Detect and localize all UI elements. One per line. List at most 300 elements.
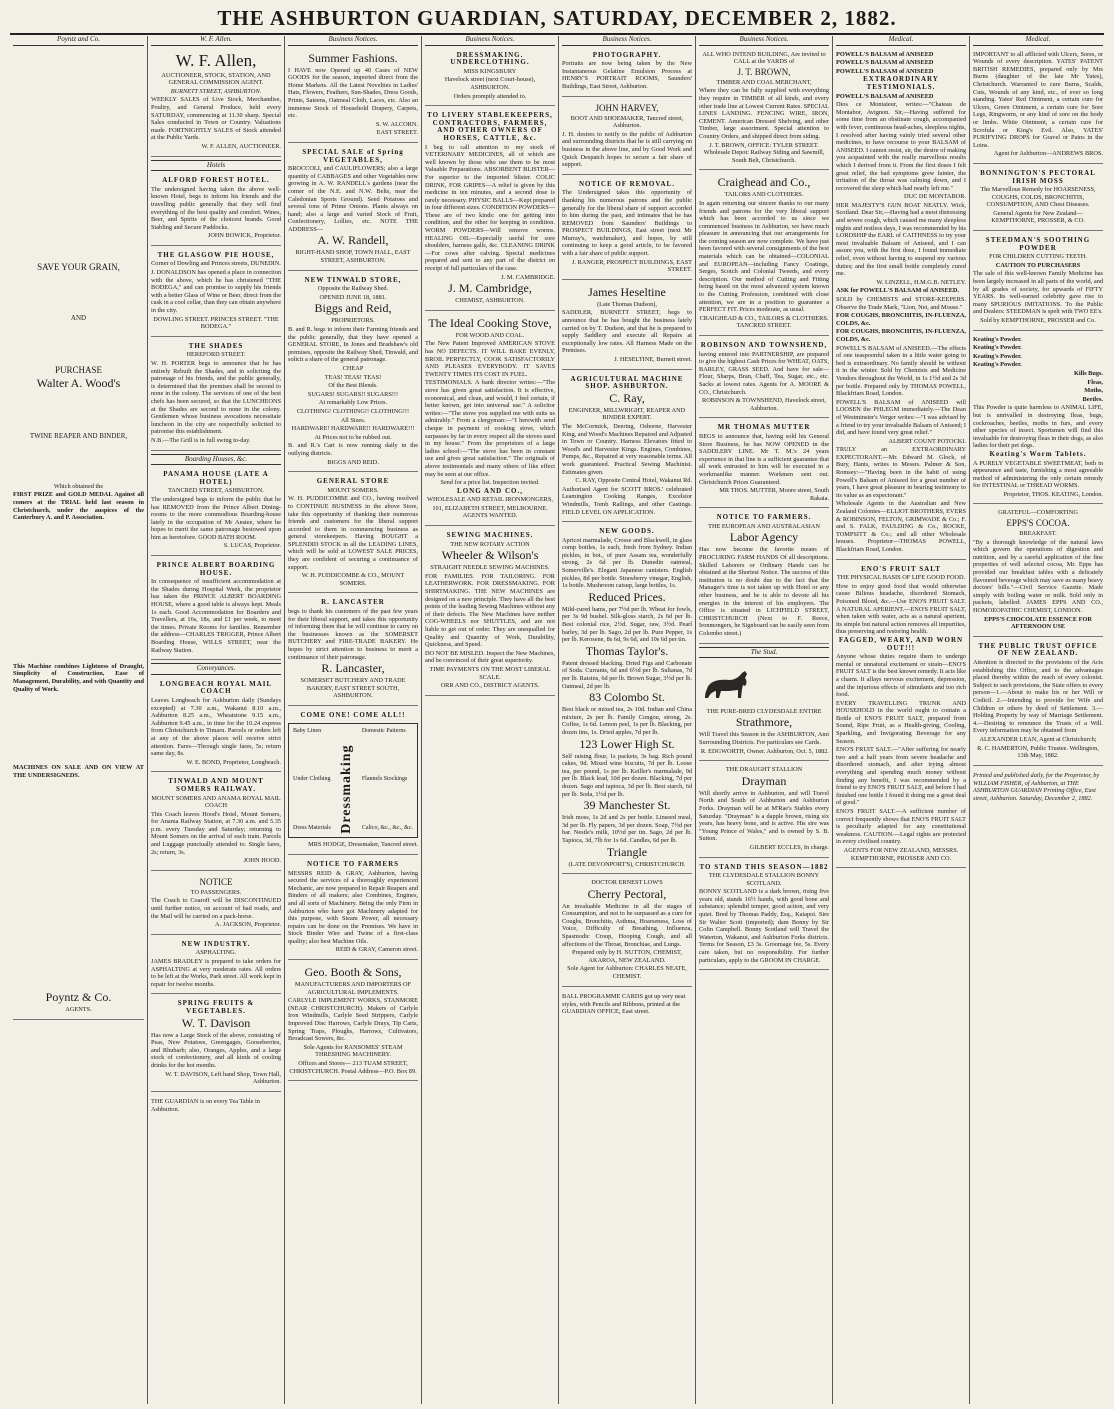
trustee-agent: ALEXANDER LEAN, Agent at Christchurch; <box>979 735 1097 743</box>
ball-body: BALL PROGRAMME CARDS got up very neat styles, with Pencils and Ribbons, printed at the GUARDIAN OFFICE, East street. <box>562 992 686 1016</box>
epps-sub: BREAKFAST. <box>1019 530 1057 538</box>
column-7-head: Medical. <box>836 36 966 46</box>
scott-body: Authorised Agent for SCOTT BROS.' celebrated Leamington Cooking Ranges, Excelsior Windmills, Tomb Railings, and other Castings. FIELD LEVEL ON APPLICATION. <box>562 485 692 516</box>
booth-title: Geo. Booth & Sons, <box>304 965 402 980</box>
powell-line: POWELL'S BALSAM of ANISEED <box>836 50 934 58</box>
mutter-sig: MR THOS. MUTTER, Moore street, South Rakaia. <box>719 487 829 502</box>
neatly-body: HER MAJESTY'S GUN BOAT NEATLY. Wick, Scotland. Dear Sir,—Having had a most distressing and severe cough, which caused me many sleepless nights and restless days, I was recommended by his LORDSHIP the EARL of CAITHNESS to try your most invaluable Balsam of Aniseed, and I can assure you, with the first dose, I found immediate relief, even without having to suspend my various duties; and the first small bottle completely cured me. <box>836 201 966 278</box>
tinwald-coach-sig: JOHN HOOD. <box>243 857 281 865</box>
removal-ad <box>562 178 692 280</box>
eno-ad <box>836 563 966 869</box>
heseltine-ad <box>562 283 692 370</box>
colombo-title: 83 Colombo St. <box>589 690 665 705</box>
stove-testimonials: TESTIMONIALS. A bank director writes:—"The stove has given great satisfaction. It is effective, economical, and clean, and would, I feel certain, if better known, get into universal use." A solicitor writes:—"The stove you supplied me with suits us admirably." From a clergyman:—"I herewith send cheque in payment of cooking stove, which surpasses by far in every respect all the stoves used in my house." From the proprietors of a large ladies school:—"The stove has been in constant use and gives great satisfaction." The originals of above testimonials and many others of like effect may be seen at our office. <box>425 379 555 478</box>
booth-addr: Offices and Stores— 213 TUAM STREET, CHRISTCHURCH. Postal Address—P.O. Box 89. <box>289 1060 417 1075</box>
cheap-line: At Prices not to be rubbed out. <box>314 433 392 441</box>
sew-title: SEWING MACHINES. <box>446 531 534 540</box>
davison-title: W. T. Davison <box>181 1015 251 1030</box>
brown-sub: TIMBER AND COAL MERCHANT, <box>716 78 812 86</box>
truly-body: TRULY an EXTRAORDINARY EXPECTORANT.—Mr. Edward M. Glock, of Bury, Hants, writes to Messrs. Palmer & Son, Romsey:—"Having been in the habit of using Powell's Balsam of Aniseed for a great number of years, I have great pleasure in bearing testimony to its value as an expectorant." <box>836 446 966 499</box>
dressmaking-ad <box>288 709 418 855</box>
biggs-body: B. and R. begs to inform their Farming friends and the public generally, that they have opened a GENERAL STORE, In Jones and Bradshaw's old premises, opposite the Railway Shed, Tinwald, and solicit a share of the general patronage. <box>288 326 418 364</box>
column-5 <box>558 36 695 1404</box>
dress-item: Under Clothing <box>293 776 331 783</box>
column-5-head: Business Notices. <box>562 36 692 46</box>
removal-body: The Undersigned takes this opportunity of thanking his numerous patrons and the public generally for the liberal share of support accorded to him during the past, and intimates that he has REMOVED from Saunders' Buildings to PROSPECT BUILDINGS, East street (next Mr Murray's, watchmaker), and hopes, by still continuing to keep a good article, to be favored with a fair share of public support. <box>562 189 692 258</box>
ask-line: ASK for POWELL'S BALSAM of ANISEED. <box>836 287 960 295</box>
building-lines: ALL WHO INTEND BUILDING, Are invited to CALL at the YARDS of <box>702 50 826 66</box>
cheap-line: At remarkably Low Prices. <box>318 399 388 407</box>
ray-body: The McCormick, Deering, Osborne, Harvester King, and Wood's Machines Repaired and Adjusted in Town or Country. Harness Elevators fitted to Wood's and Harvester Kings. Engines, Combines, Pumps, &c., Repaired at very reasonable terms. All work guaranteed. Practical Sewing Machinist. Estimates given. <box>562 422 692 476</box>
trustee-title: THE PUBLIC TRUST OFFICE OF NEW ZEALAND. <box>978 641 1098 658</box>
brown-ad <box>699 49 829 171</box>
bonny-title: TO STAND THIS SEASON—1882 <box>699 862 829 871</box>
harvey-ad <box>562 100 692 175</box>
dressmaking-box <box>288 723 418 839</box>
kills-line: Moths, <box>1084 387 1103 395</box>
keating-ad <box>973 334 1103 505</box>
shades-title: THE SHADES <box>188 341 244 350</box>
glasgow-ad <box>151 249 281 337</box>
booth-ad <box>288 963 418 1081</box>
kills-line: Kills Bugs. <box>1073 369 1103 377</box>
wood-subtitle: TWINE REAPER AND BINDER, <box>29 432 128 441</box>
eno2-body: ENO'S FRUIT SALT.—"After suffering for nearly two and a half years from severe headache and disordered stomach, and after trying almost everything and spending much money without finding any benefit, I was recommended by a friend to try ENO'S FRUIT SALT, and before I had finished one bottle I found it doing me a great deal of good." <box>836 746 966 807</box>
travel-body: EVERY TRAVELLING TRUNK AND HOUSEHOLD in the world ought to contain a Bottle of ENO'S FRUIT SALT, prepared from Sound, Ripe Fruit, as a Health-giving, Cooling, Sparkling, and Invigorating Beverage for any Season. <box>836 699 966 745</box>
passenger-notice-ad <box>151 874 281 935</box>
shades-ad <box>151 340 281 451</box>
heseltine-sub: (Late Thomas Dudson), <box>597 300 657 308</box>
panama-sub: TANCRED STREET, ASHBURTON. <box>168 487 264 495</box>
dm-title: DRESSMAKING. UNDERCLOTHING. <box>450 50 530 67</box>
harvey-title: JOHN HARVEY, <box>595 102 659 113</box>
drayman-body: Will shortly arrive in Ashburton, and will Travel North and South of Ashburton and Ashburton Forks. Drayman will be at M'Rae's Stables every Saturday. "Drayman" is a dapple brown, rising six years, has heavy bone, and is active. His sire was "Young Prince of Wales," and is owned by S. B. Sutton. <box>699 789 829 843</box>
coughs-line: FOR COUGHS, BRONCHITIS, IN-FLUENZA, COLDS, &c. <box>836 312 966 327</box>
biggs-sub: PROPRIETORS. <box>331 317 375 325</box>
guardian-line: THE GUARDIAN is on every Tea Table in Ashburton. <box>151 1098 260 1113</box>
bonny-ad <box>699 861 829 971</box>
panama-sig: S. LUCAS, Proprietor. <box>223 542 281 550</box>
dress-item: Domestic Patterns <box>361 727 406 734</box>
farmers-notice-body: MESSRS REID & GRAY, Ashburton, having secured the services of a thoroughly experienced Mechanic, are now prepared to Repair Reapers and Binders of all makers; also Combines, Engines, and all sorts of Machinery. Being the only Firm in Ashburton who have got Machinery adapted for this purpose, with Steam Power, all necessary repairs can be done on the Premises. We have in Stock Binder Wire and Twine of a first-class quality; also best Machine Oils. <box>288 869 418 945</box>
epps-ad <box>973 507 1103 636</box>
stove-ad <box>425 314 555 526</box>
tinwald-store-title: NEW TINWALD STORE, <box>304 275 402 284</box>
agents-line: AGENTS. <box>65 1006 92 1014</box>
kills-line: Fleas, <box>1087 378 1103 386</box>
dm-addr: Havelock street (next Court-house), ASHBURTON. <box>444 76 536 91</box>
labor-sub: THE EUROPEAN AND AUSTRALASIAN <box>708 522 820 530</box>
allen-sub: AUCTIONEER, STOCK, STATION, AND GENERAL COMMISSION AGENT. <box>161 71 271 87</box>
sew-note: DO NOT BE MISLED. Inspect the New Machines, and be convinced of their great superiority. <box>425 649 555 665</box>
brown-body: Where they can be fully supplied with everything they require in TIMBER of all kinds, and every other trade line at Lowest Current Rates. SPECIAL LINES LANDING. FENCING WIRE, IRON, CEMENT. American Dressed Shelving, and other Timber, large assortment. Special attention to Country Orders, and shipped direct from siding. <box>699 87 829 140</box>
strathmore-ad <box>699 661 829 761</box>
alford-sig: JOHN BOWICK, Proprietor. <box>207 232 281 240</box>
trustee-ad <box>973 640 1103 766</box>
longbeach-sig: W. E. BOND, Proprietor, Longbeach. <box>186 758 281 766</box>
powell-line: POWELL'S BALSAM of ANISEED <box>836 67 934 75</box>
column-1-head: Poyntz and Co. <box>13 36 144 46</box>
wood-which: Which obtained the <box>53 482 104 490</box>
epps-pre: GRATEFUL—COMFORTING <box>998 509 1078 517</box>
high-body: Self raising flour, 1s packets, 3s bag. Rich pound cakes, 9d. Mixed wine biscuits, 7d per lb. Loose tea, per pound, 1s per lb. Keiller's marmalade, 9d per lb. Black lead, 10d per dozen. Blacking, 7d per dozen. Sago and tapioca, 3d per lb. Best starch, 6d per lb. Soda, 1½d per lb. <box>562 752 692 798</box>
bonny-body: BONNY SCOTLAND is a dark brown, rising five years old, stands 16½ hands, with good bone and substance; splendid temper, good action, and very quiet. Bred by Thomas Paddy, Esq., Kaiapoi. Sire Sir Walter Scott (imported); dam Bonny by Sir Colin Campbell. Bonny Scotland will Travel the Waterton, Wakanui, and Ashburton Forks districts. Terms for Season, £3 3s. Groomage fee, 5s. Every care taken, but no responsibility. For further particulars, apply to the GROOM IN CHARGE. <box>699 888 829 964</box>
robinson-ad <box>699 339 829 418</box>
worm-sig: Proprietor, THOS. KEATING, London. <box>1003 490 1103 498</box>
column-8-head: Medical. <box>973 36 1103 46</box>
drayman-pre: THE DRAUGHT STALLION <box>725 766 803 774</box>
cheap-line: Of the Best Blends. <box>328 382 378 390</box>
sew-time: TIME PAYMENTS ON THE MOST LIBERAL SCALE. <box>429 665 551 681</box>
shades-body: W. H. PORTER begs to announce that he has entirely Rebuilt the Shades, and in soliciting the patronage of his friends, and the public generally, is determined that the premises shall be second to none in the colony. The services of one of the best chefs has been secured, so that the LUNCHEONS at the Shades are second to none in the colony. Gentlemen whose business avocations necessitate luncheon in the city are respectfully solicited to patronise this establishment. <box>151 360 281 436</box>
veterinary-ad <box>425 109 555 311</box>
farmers-notice-sig: REID & GRAY, Cameron street. <box>335 946 418 954</box>
conveyances-heading: Conveyances. <box>151 663 281 675</box>
manchester-body: Irish moss, 1s 2d and 2s per bottle. Linseed meal, 3d per lb. Fly papers, 3d per dozen. Soap, 7½d per bar. Nestle's milk, 10½d per tin. Sago, 2d per lb. Tapioca, 3d, 7lb for 1s 6d. Candles, 6d per lb. <box>562 814 692 844</box>
stimulant-body: ENO'S FRUIT SALT.—A sufficient number of correct frequently shows that ENO'S FRUIT SALT is peculiarly adapted for any constitutional weakness. CAUTION.—Legal rights are protected in every civilised country. <box>836 808 966 846</box>
strathmore-pre: THE PURE-BRED CLYDESDALE ENTIRE <box>706 707 822 715</box>
agri-title: AGRICULTURAL MACHINE SHOP. ASHBURTON. <box>570 374 684 391</box>
allen-ad <box>151 49 281 157</box>
stable-title: TO LIVERY STABLEKEEPERS, CONTRACTORS, FARMERS, AND OTHER OWNERS OF HORSES, CATTLE, &c. <box>427 111 553 142</box>
general-store-sub: MOUNT SOMERS. <box>327 486 379 494</box>
sew-name: Wheeler & Wilson's <box>441 548 539 563</box>
davison-body: Has now a Large Stock of the above, consisting of Peas, New Potatoes, Greengages, Gooseberries, and Rhubarb; also, Oranges, Apples, and a large stock of confectionery, and all kinds of cooling drinks for the hot months. <box>151 1031 281 1069</box>
long-addr: 101, ELIZABETH STREET, MELBOURNE. AGENTS WANTED. <box>432 504 548 520</box>
extra-sig: DUC DE MONTABOR. <box>904 193 966 201</box>
hodge-sig: MRS HODGE, Dressmaker, Tancred street. <box>308 841 418 849</box>
column-7 <box>832 36 969 1404</box>
goods-body: Apricot marmalade, Crosse and Blackwell, in glass comp bottles, 1s each, fresh from Sydney. Indian pickles, in bot., of pure Assam tea, wonderfully strong, 2s 6d per lb. Dunedin oatmeal, Somerville's. Elegant Japanese canisters. English pickles, 8d per bottle. Strawberry vinegar, English, 1s bottle. Mushroom catsup, large bottles, 1s. <box>562 536 692 590</box>
allen-body: WEEKLY SALES of Live Stock, Merchandise, Poultry, and General Produce, held every SATURDAY, commencing at 11.30 sharp. Special Sales conducted in Town or Country. Valuations made. FORTNIGHTLY SALES of Stock attended at the Public Yards. <box>151 96 281 142</box>
ray-ad <box>562 373 692 523</box>
bonnington-remedy: The Marvellous Remedy for HOARSENESS, COUGHS, COLDS, BRONCHITIS, CONSUMPTION, AND Chest Diseases. <box>980 186 1096 209</box>
whole-body: Wholesale Agents in the Australian and New Zealand Colonies—ELLIOT BROTHERS, EVERS & ROBINSON, FELTON, GRIMWADE & Co.; F. and S. FALK, FAULDING & Co., ROCKE, TOMPSITT & Co.; and all other Wholesale houses. Proprietor—THOMAS POWELL, Blackfriars Road, London. <box>836 500 967 553</box>
goods-title: NEW GOODS. <box>599 527 655 536</box>
craighead-title: Craighead and Co., <box>717 175 811 190</box>
allen-street: BURNETT STREET, ASHBURTON. <box>170 87 262 95</box>
sew-sig: ORR AND CO., DISTRICT AGENTS. <box>440 682 540 690</box>
cherry-pre: DOCTOR ERNEST LOW'S <box>591 879 663 887</box>
high-title: 123 Lower High St. <box>579 736 675 751</box>
davison-ad <box>151 997 281 1091</box>
booth-sub: MANUFACTURERS AND IMPORTERS OF AGRICULTURAL IMPLEMENTS. <box>294 981 412 996</box>
sew-sub: THE NEW ROTARY ACTION <box>450 540 530 548</box>
heseltine-title: James Heseltine <box>588 284 666 299</box>
sew-body: FOR FAMILIES. FOR TAILORING. FOR LEATHERWORK. FOR DRESSMAKING. FOR SHIRTMAKING. THE NEW MACHINES are designed on a new principle. They have all the best points of the leading Sewing Machines without any of their defects. The New Machines have neither COG-WHEELS nor SHUTTLES, and are not liable to get out of order. They are unequalled for Quality and Quantity of Work, Durability, Quickness, and Speed. <box>425 572 555 649</box>
booth-agents: Sole Agents for RANSOMES' STEAM THRESHING MACHINERY. <box>303 1043 403 1059</box>
keating-line: Keating's Powder. <box>973 335 1022 343</box>
boarding-heading: Boarding Houses, &c. <box>151 454 281 466</box>
dress-item: Baby Linen <box>293 727 322 734</box>
steedman-ad <box>973 234 1103 331</box>
dm-name: MISS KINGSBURY <box>463 67 517 75</box>
heseltine-sig: J. HESELTINE, Burnett street. <box>614 356 692 363</box>
ray-title: C. Ray, <box>609 390 645 405</box>
cheap-line: CHEAP <box>342 365 364 372</box>
randell-sub: RIGHT-HAND SHOP, TOWN HALL, EAST STREET, ASHBURTON. <box>295 249 411 265</box>
ray-sub: ENGINEER, MILLWRIGHT, REAPER AND BINDER EXPERT. <box>568 406 686 422</box>
robinson-body: having entered into PARTNERSHIP, are prepared to give the highest Cash Prices for WHEAT, OATS, BARLEY, GRASS SEED. And have for sale—Flour, Sharps, Bran, Chaff, Tea, Sugar, etc., etc. Sacks at lowest rates. Agents for A. MOORE & CO., Christchurch. <box>699 350 829 396</box>
fagged-body: Anyone whose duties require them to undergo mental or unnatural excitement or strain—ENO'S FRUIT SALT is the best known remedy. It acts like a charm. It allays nervous excitement, depression, and the injurious effects of stimulants and too rich food. <box>836 653 966 699</box>
bonnington-agents: General Agents for New Zealand— KEMPTHORNE, PROSSER, & CO. <box>991 209 1085 225</box>
epps-also: EPPS'S CHOCOLATE ESSENCE FOR AFTERNOON USE <box>984 615 1092 631</box>
harvey-body: J. H. desires to notify to the public of Ashburton and surrounding districts that he is still carrying on business in the above line, and by Good Work and Quick Despatch hopes to secure a fair share of support. <box>562 130 692 169</box>
labor-ad <box>699 511 829 643</box>
dress-item: Calico, &c., &c., &c. <box>361 824 413 831</box>
eno-body: How to enjoy good food that would otherwise cause Bilious headache, disordered Stomach, Poisoned Blood, &c.—Use ENO'S FRUIT SALT. A NATURAL APERIENT.—ENO'S FRUIT SALT, when taken with water, acts as a natural aperient, its simple but natural action removes all impurities, thus preserving and restoring health. <box>836 582 966 636</box>
mutter-ad <box>699 421 829 508</box>
bonnington-title: BONNINGTON'S PECTORAL IRISH MOSS <box>980 168 1096 185</box>
cheap-line: HARDWARE! HARDWARE!! HARDWARE!!! <box>291 425 415 433</box>
grocery-ad <box>562 525 692 874</box>
ray-sig: C. RAY, Opposite Central Hotel, Wakanui Rd. <box>575 477 692 485</box>
trustee-body: Attention is directed to the provisions of the Acts establishing this Office, and to the advantages placed thereby within the reach of every colonist. Subject to such provisions, the State offers to every person—1.—About to make his or her Will or Codicil. 2.—Intending to provide for Wife and Children or others by deed of Settlement. 3.—Holding Property by way of Marriage Settlement. 4.—Desiring to renounce the Trusts of a Will. Every information may be obtained from <box>973 658 1103 735</box>
strathmore-sig: R. EDGWORTH, Owner. Ashburton, Oct. 5, 1882. <box>700 747 829 755</box>
photography-ad <box>562 49 692 97</box>
industry-ad <box>151 938 281 995</box>
lancaster-ad <box>288 596 418 706</box>
triangle-title: Triangle <box>606 844 648 859</box>
labor-body: Has now become the favorite means of PROCURING FARM HANDS Of all descriptions. Skilled Laborers or Ordinary Hands can be obtained at the Shortest Notice. The success of this institution is no doubt due to the fact that the Manager's time is not taken up with Hotel or any other business, and he is able to devote all his energies in the interest of his employers. The Office is situated in LICHFIELD STREET, CHRISTCHURCH (Next to F. Reece, Ironmongers, he Signboard can be easily seen from Colombo street.) <box>699 546 829 637</box>
longbeach-ad <box>151 678 281 773</box>
tinwald-store-open: OPENED JUNE 18, 1881. <box>319 293 387 301</box>
stove-sub: FOR WOOD AND COAL. <box>455 331 525 339</box>
glasgow-sub: Corner of Dowling and Princes streets, DUNEDIN. <box>151 260 281 268</box>
extra-body: Dios ce Montaieur, writes:—"Chateau de Montabor, Avignon. Sir,—Having suffered for some time from an obstinate cough, accompanied with fever, continuous head-aches, sleepless nights, I resolved after having vainly tried several other medicines, to have recourse to your BALSAM of ANISEED. I cannot resist, sir, the desire of making you acquainted with the really marvellous results which I derived from it. From the first doses I felt great relief, the bad symptoms grew fainter, the irritation of the throat was calming down, and I recovered the sleep which had nearly left me." <box>836 101 966 192</box>
summer-addr: EAST STREET. <box>376 129 418 137</box>
bonnington-ad <box>973 167 1103 231</box>
craighead-sig: CRAIGHEAD & CO., TAILORS & CLOTHIERS. TANCRED STREET. <box>699 314 829 330</box>
craighead-body: In again returning our sincere thanks to our many friends and patrons for the very liberal support which has been accorded to us since we commenced business in Ashburton, we have much pleasure in announcing that our arrangements for the coming season are now complete. We have just been favored with several consignments of the best materials which can be obtained—COLONIAL and EUROPEAN—including Fancy Coatings, Serges, Scotch and Colonial Tweeds, and every description. Our method of Cutting and Fitting being based on the most advanced system known to the Cutting Profession, combined with close attention, we are in a position to guarantee a PERFECT FIT. Prices moderate, as usual. <box>699 199 829 314</box>
long-sub: WHOLESALE AND RETAIL IRONMONGERS, <box>427 496 553 504</box>
passenger-notice-title: NOTICE <box>199 876 233 887</box>
column-2 <box>147 36 284 1404</box>
shades-nb: N.B.—The Grill is in full swing to-day. <box>151 436 251 444</box>
glasgow-sig: DOWLING STREET. PRINCES STREET. "THE BODEGA." <box>153 315 279 331</box>
dress-left <box>293 728 331 834</box>
prince-body: In consequence of insufficient accommodation at the Shades during Hospital Week, the proprietor has taken the PRINCE ALBERT BOARDING HOUSE, where a good table is always kept. Meals 1s each. Good Accommodation for Boarders and Travellers, at 16s, 18s, and £1 per week, to meet the times. Private Rooms for families. Remember the address—CHARLES TRIGGER, Prince Albert Boarding House, WILLS STREET, near the Railway Station. <box>151 578 281 654</box>
epps-body: "By a thorough knowledge of the natural laws which govern the operations of digestion and nutrition, and by a careful application of the fine properties of well selected cocoa, Mr. Epps has provided our breakfast tables with a delicately flavoured beverage which may save us many heavy doctors' bills."—Civil Service Gazette. Made simply with boiling water or milk. Sold only in packets, labelled: JAMES EPPS AND CO., HOMOEOPATHIC CHEMIST, LONDON. <box>973 538 1103 614</box>
general-store-body: W. H. PUDDICOMBE and CO., having resolved to CONTINUE BUSINESS in the above Store, take this opportunity of thanking their numerous friends and customers for the liberal support accorded to them in commencing business as general storekeepers. Having BOUGHT a SPLENDID STOCK in all the LEADING LINES, which will be sold at LOWEST SALE PRICES, they are confident of securing a continuance of support. <box>288 495 418 571</box>
trustee-sig: R. C. HAMERTON, Public Trustee. Wellington, 13th May, 1882. <box>977 744 1099 760</box>
passenger-notice-sig: A. JACKSON, Proprietor. <box>215 921 281 929</box>
steedman-caution: CAUTION TO PURCHASERS <box>995 261 1081 269</box>
horse-icon <box>699 667 755 701</box>
shades-sub: HEREFORD STREET. <box>186 351 246 359</box>
tinwald-coach-ad <box>151 775 281 871</box>
passenger-notice-body: The Coach to Coaroff will be DISCONTINUED until further notice, on account of bad roads, and the Mail will be carried on a pack-horse. <box>151 897 281 920</box>
general-store-title: GENERAL STORE <box>316 477 390 486</box>
harvey-sub: BOOT AND SHOEMAKER, Tancred street, Ashburton. <box>570 114 684 130</box>
dress-item: Flannels Stockings <box>361 776 408 783</box>
stable-sig: J. M. CAMBRIDGE. <box>501 273 555 281</box>
photo-body: Portraits are now being taken by the New Instantaneous Gelatine Emulsion Process at HENRY'S PORTRAIT ROOMS, Saunders' Buildings, East Street, Ashburton. <box>562 60 692 90</box>
taylor-title: Thomas Taylor's. <box>585 643 669 658</box>
come-title: COME ONE! COME ALL!! <box>300 710 406 719</box>
yates-ad <box>973 49 1103 164</box>
biggs-ad <box>288 274 418 472</box>
alford-title: ALFORD FOREST HOTEL. <box>162 176 270 185</box>
eno-title: ENO'S FRUIT SALT <box>861 564 941 573</box>
cherry-title: Cherry Pectoral, <box>587 886 667 901</box>
strathmore-title: Strathmore, <box>735 715 793 730</box>
extra-sub: POWELL'S BALSAM of ANISEED <box>836 92 934 100</box>
industry-sub: ASPHALTING. <box>195 949 237 957</box>
stove-note: Send for a price list. Inspection invited. <box>440 479 540 487</box>
spring-fruits-title: SPRING FRUITS & VEGETABLES. <box>177 999 255 1015</box>
drayman-ad <box>699 764 829 857</box>
loosen-body: POWELL'S BALSAM of ANISEED will LOOSEN the PHLEGM immediately.—The Dean of Westminster's Verger writes:—"I was advised by a friend to try your invaluable Balsam of Aniseed; I did, and have found very great relief." <box>836 398 966 437</box>
prince-title: PRINCE ALBERT BOARDING HOUSE. <box>156 561 276 577</box>
removal-sig: J. RANGER, PROSPECT BUILDINGS, EAST STREET. <box>571 258 692 274</box>
photo-title: PHOTOGRAPHY. <box>592 50 662 59</box>
biggs-sig: BIGGS AND REID. <box>327 458 379 466</box>
dress-item: Dress Materials <box>293 824 331 831</box>
cheap-line: CLOTHING! CLOTHING!! CLOTHING!!! <box>296 407 410 415</box>
heseltine-body: SADDLER, BURNETT STREET, begs to announce that he has bought the business lately carried on by T. Dudson, and that he is prepared to supply Saddlery and execute all Repairs at exceptionally low rates. All Harness Made on the Premises. <box>562 309 692 355</box>
lancaster-body: begs to thank his customers of the past few years for their liberal support, and takes this opportunity of informing them that he will continue to carry on the businesses known as the SOMERSET BUTCHERY and FIRE-TRADE BAKERY. He hopes by strict attention to business to merit a continuance of their patronage. <box>288 608 418 661</box>
dress-right <box>362 728 413 834</box>
davison-sig: W. T. DAVISON, Left hand Shop, Town Hall, Ashburton. <box>165 1070 281 1086</box>
labor-title: NOTICE TO FARMERS. <box>716 513 812 522</box>
spring-sale-title: SPECIAL SALE of Spring VEGETABLES, <box>302 147 404 164</box>
fagged-title: FAGGED, WEARY, AND WORN OUT!!! <box>838 635 964 652</box>
farmers-notice-title: NOTICE TO FARMERS <box>306 859 400 868</box>
colombo-body: Best black or mixed tea, 2s 10d. Indian and China mixture, 2s per lb. Family Congou, strong, 2s. Coffee, 1s 6d. Lemon peel, 1s per lb. Blacking, per dozen tins, 1s. Dried apples, 7d per lb. <box>562 706 692 736</box>
industry-title: NEW INDUSTRY. <box>181 939 251 948</box>
column-1 <box>10 36 147 1404</box>
triangle-sub: (LATE DEVONPORT'S), CHRISTCHURCH. <box>568 860 686 868</box>
long-title: LONG AND CO., <box>457 486 523 495</box>
tinwald-coach-sub: MOUNT SOMERS AND ANAMA ROYAL MAIL COACH <box>151 794 281 810</box>
keating-line: Keating's Powder. <box>973 361 1022 369</box>
summer-title: Summer Fashions. <box>308 50 398 65</box>
randell-title: A. W. Randell, <box>317 233 389 248</box>
mutter-body: BEGS to announce that, having sold his General Store Business, he has NOW OPENED in the SADDLERY LINE. Mr T. M.'s 24 years experience in that line is a sufficient guarantee that all work entrusted to him will be executed in a workmanlike manner. Workmen sent out. Christchurch Prices Guaranteed. <box>699 432 829 486</box>
lancaster-addr: SOMERSET BUTCHERY AND TRADE BAKERY, EAST STREET SOUTH, ASHBURTON. <box>300 677 406 700</box>
tinwald-coach-title: TINWALD AND MOUNT SOMERS RAILWAY. <box>168 777 264 793</box>
drayman-sig: GILBERT ECCLES, In charge. <box>749 843 829 851</box>
robinson-title: ROBINSON AND TOWNSHEND, <box>700 341 828 349</box>
manchester-title: 39 Manchester St. <box>583 798 671 813</box>
dm-note: Orders promptly attended to. <box>453 92 527 100</box>
column-3 <box>284 36 421 1404</box>
keating-body: This Powder is quite harmless to ANIMAL LIFE, but is unrivalled in destroying fleas, bugs, cockroaches, beetles, moths in furs, and every other species of insect. Sportsmen will find this invaluable for destroying fleas in their dogs, as also ladies for their pet dogs. <box>973 404 1103 450</box>
column-6 <box>695 36 832 1404</box>
craighead-ad <box>699 173 829 336</box>
glasgow-body: J. DONALDSON has opened a place in connection with the above, which he has christened "THE BODEGA," and can promise to supply his friends with a better Glass of Wine or Beer, direct from the cask in a cool cellar, than they can obtain anywhere in the city. <box>151 269 281 315</box>
masthead-rule <box>10 33 1104 35</box>
industry-body: JAMES BRADLEY is prepared to take orders for ASPHALTING at very moderate rates. All orders to be left at the Works, Park street. All work kept in repair for twelve months. <box>151 958 281 988</box>
sewing-ad <box>425 529 555 696</box>
cheap-line: All Sizes. <box>340 416 366 424</box>
column-4-head: Business Notices. <box>425 36 555 46</box>
randell-ad <box>288 146 418 271</box>
strathmore-body: Will Travel this Season in the ASHBURTON, Ami Surrounding Districts. For particulars see Cards. <box>699 731 829 746</box>
removal-title: NOTICE OF REMOVAL. <box>579 179 675 188</box>
spring-sale-body: BROCCOLI, and CAULIFLOWERS; also a large quantity of CABBAGES and other Vegetables now growing in A. W. RANDELL's gardens (near the corner of the N.E. and N.W. Belts, near the Caledonian Sports Ground). Seed Potatoes and several tons of Prime Onions. Plants always on hand; also a large and varied Stock of Fruit, Confectionery, Lollies, etc. NOTE THE ADDRESS— <box>288 165 418 233</box>
drayman-title: Drayman <box>741 773 787 788</box>
column-6-head: Business Notices. <box>699 36 829 46</box>
alford-body: The undersigned having taken the above well-known Hotel, begs to inform his friends and the travelling public generally that they will find everything of the best quality and comfort. Wines, Beer, and Spirits of the choicest brands. Good Stabling and Secure Paddocks. <box>151 185 281 231</box>
keating-line: Keating's Powder. <box>973 344 1022 352</box>
masthead: THE ASHBURTON GUARDIAN, SATURDAY, DECEMBER 2, 1882. <box>217 6 897 30</box>
allen-sig: W. F. ALLEN, AUCTIONEER. <box>201 142 281 150</box>
sew-sub2: STRAIGHT NEEDLE SEWING MACHINES. <box>430 564 550 572</box>
farmers-notice-ad <box>288 858 418 960</box>
powell-body: POWELL'S BALSAM of ANISEED.—The effects of one teaspoonful taken in a little water going to bed is extraordinary. No family should be without it in the winter. Sold by Chemists and Medicine Vendors throughout the World, in 1s 1½d and 2s 3d per bottle. Prepared only by THOMAS POWELL, Blackfriars Road, London. <box>836 344 966 398</box>
alford-ad <box>151 174 281 246</box>
stove-body: The New Patent Improved AMERICAN STOVE has NO DEFECTS. IT WILL BAKE EVENLY, BROIL PERFECTLY, COOK SATISFACTORILY AND PLEASES EVERYBODY. IT SAVES TWENTY TIMES ITS COST IN FUEL. <box>425 340 555 378</box>
kills-line: Beetles. <box>1082 395 1103 403</box>
important-body: IMPORTANT to all afflicted with Ulcers, Sores, or Wounds of every description. YATES' PATENT BRITISH REMEDIES, prepared only by Mrs Burns (daughter of the late Mr Yates), Christchurch. Warranted to cure Burns, Scalds, Cuts, Wounds of any kind, etc., of ever so long standing. Yates' Red Ointment, a certain cure for Ulcers, Green Ointment, a certain cure for Sore Legs, Ringworm, or any kind of sore on the body or limbs. White Ointment, a certain cure for Scrofula or King's Evil. Also, YATES' PURIFYING DROPS for Gravel or Pains in the Loins. <box>973 50 1103 149</box>
cheap-line: SUGARS! SUGARS!! SUGARS!!! <box>307 390 399 398</box>
stable-body: I beg to call attention to my stock of VETERINARY MEDICINES, all of which are well known by those who use them to be most Valuable Preparations. ABSORBENT BLISTER—For superior to the imported blister. COLIC DRINK, FOR GRIPES—A relief is given by this medicine in ten minutes, and a second dose is rarely necessary. PHYSIC BALLS—Kept prepared in four different sizes. CONDITION POWDERS—These are of two kinds: one for getting into condition, and the other for keeping in condition. WORM POWDERS—Will remove worms. HEALING OIL—Especially useful for sore shoulders, harness galls, &c. CLEANING DRINK—For cows after calving. Special medicines prepared and sent to any part of the district on receipt of full particulars of the case. <box>425 143 555 273</box>
summer-sig: S. W. ALCORN. <box>375 120 418 128</box>
cheap-line: TEAS! TEAS! TEAS! <box>324 373 382 381</box>
general-store-ad <box>288 475 418 593</box>
machine-body: This Machine combines Lightness of Draught, Simplicity of Construction, Ease of Management, Durability, and with Quantity and Quality of Work. <box>13 662 144 693</box>
hotels-heading: Hotels <box>151 160 281 172</box>
wood-reaper-ad <box>13 259 144 1020</box>
tinwald-store-sub: Opposite the Railway Shed. <box>317 285 389 293</box>
steedman-title: STEEDMAN'S SOOTHING POWDER <box>985 236 1091 252</box>
cherry-body: An invaluable Medicine in all the stages of Consumption, and not to be surpassed as a cure for Coughs, Bronchitis, Asthma, Hoarseness, Loss of Voice, Difficulty of Breathing, Influenza, Spasmodic Croup, Hooping Cough, and all affections of the Throat, Bronchiae, and Lungs. <box>562 902 692 948</box>
cambridge-sub: CHEMIST, ASHBURTON. <box>455 297 525 305</box>
reduced-title: Reduced Prices. <box>588 589 666 604</box>
lancaster-name: R. Lancaster, <box>321 661 385 676</box>
longbeach-body: Leaves Longbeach for Ashburton daily (Sundays excepted) at 7.30 a.m., Wakanui 8.10 a.m., Ashburton 8.25 a.m., Wheatstone 9.15 a.m., Ashburton 9.45 a.m., in time for the 10.24 express from Christchurch to Timaru. Parcels or orders left at any of the above places will receive strict attention. Fares—Through single fares, 5s; return same day, 8s. <box>151 696 281 758</box>
poyntz-title: Poyntz & Co. <box>45 990 112 1005</box>
steedman-sig: Sold by KEMPTHORNE, PROSSER and Co. <box>980 317 1096 324</box>
coughs-line: FOR COUGHS, BRONCHITIS, IN-FLUENZA, COLDS, &c. <box>836 328 966 343</box>
cambridge-title: J. M. Cambridge, <box>448 281 532 296</box>
lancaster-title: R. LANCASTER <box>321 598 385 607</box>
wood-body: FIRST PRIZE and GOLD MEDAL Against all comers at the TRIAL held last season in Christchurch, under the auspices of the Canterbury A. and P. Association. <box>13 491 144 522</box>
panama-body: The undersigned begs to inform the public that he has REMOVED from the Prince Albert Dining-rooms to the more commodious Boarding-house lately in the occupation of Mr Anstee, where he hopes to merit the same patronage bestowed upon him as heretofore. GOOD BATH ROOM. <box>151 495 281 541</box>
robinson-sig: ROBINSON & TOWNSHEND, Havelock street, Ashburton. <box>702 397 826 412</box>
panama-ad <box>151 468 281 556</box>
stud-heading: The Stud. <box>699 647 829 659</box>
worm-title: Keating's Worm Tablets. <box>989 449 1087 458</box>
column-8 <box>969 36 1106 1404</box>
eno-sub: THE PHYSICAL BASIS OF LIFE GOOD FOOD. <box>836 574 966 582</box>
biggs-title: Biggs and Reid, <box>314 301 392 316</box>
tinwald-coach-body: This Coach leaves Hood's Hotel, Mount Somers, for Anama Railway Station, at 7.30 a.m. and 5.35 p.m. every Tuesday and Saturday; returning to Mount Somers on the arrival of each train. Parcels and Luggage punctually attended to. Single fares, 2s; return, 3s. <box>151 810 281 856</box>
column-2-head: W. F. Allen. <box>151 36 281 46</box>
and-line: AND <box>70 313 87 322</box>
dressmaking-vertical: Dressmaking <box>338 744 354 834</box>
cherry-agent: Sole Agent for Ashburton: CHARLES NEATE, CHEMIST. <box>567 965 687 981</box>
powell-ad <box>836 49 966 560</box>
booth-body: CARLYLE IMPLEMENT WORKS, STANMORE (NEAR CHRISTCHURCH). Makers of Carlyle Iron Windmills, Carlyle Seed Strippers, Carlyle Improved Disc Harrows, Carlyle Drays, Tip Carts, Spring Traps, Ploughs, Harrows, Cultivators, Broadcast Sowers, &c. <box>288 997 418 1043</box>
longbeach-title: LONGBEACH ROYAL MAIL COACH <box>159 679 273 696</box>
taylor-body: Patent dressed blacking. Dried Figs and Carbonate of Soda. Currants, 6d and 6½d per lb. Sultanas, 7d per lb. Raisins, 6d per lb. Brown Sugar, 3½d per lb. Oatmeal, 2d per lb. <box>562 659 692 690</box>
columns <box>10 36 1106 1404</box>
column-4 <box>421 36 558 1404</box>
biggs-note: B. and R.'s Cart is now running daily in the outlying districts. <box>288 442 418 457</box>
bonny-sub: THE CLYDESDALE STALLION BONNY SCOTLAND. <box>708 872 820 887</box>
sold-line: SOLD by CHEMISTS and STORE-KEEPERS. Observe the Trade Mark, "Lion, Net, and Mouse." <box>836 296 966 311</box>
eno-agents: AGENTS FOR NEW ZEALAND, MESSRS. KEMPTHORNE, PROSSER AND CO. <box>843 846 959 862</box>
glasgow-title: THE GLASGOW PIE HOUSE, <box>157 250 275 259</box>
labor-name: Labor Agency <box>729 530 799 545</box>
column-3-head: Business Notices. <box>288 36 418 46</box>
cherry-prep: Prepared only by H. NUTTON, CHEMIST, AKAROA, NEW ZEALAND. <box>572 949 682 964</box>
brown-title: J. T. BROWN, <box>737 66 791 77</box>
cherry-ad <box>562 877 692 987</box>
